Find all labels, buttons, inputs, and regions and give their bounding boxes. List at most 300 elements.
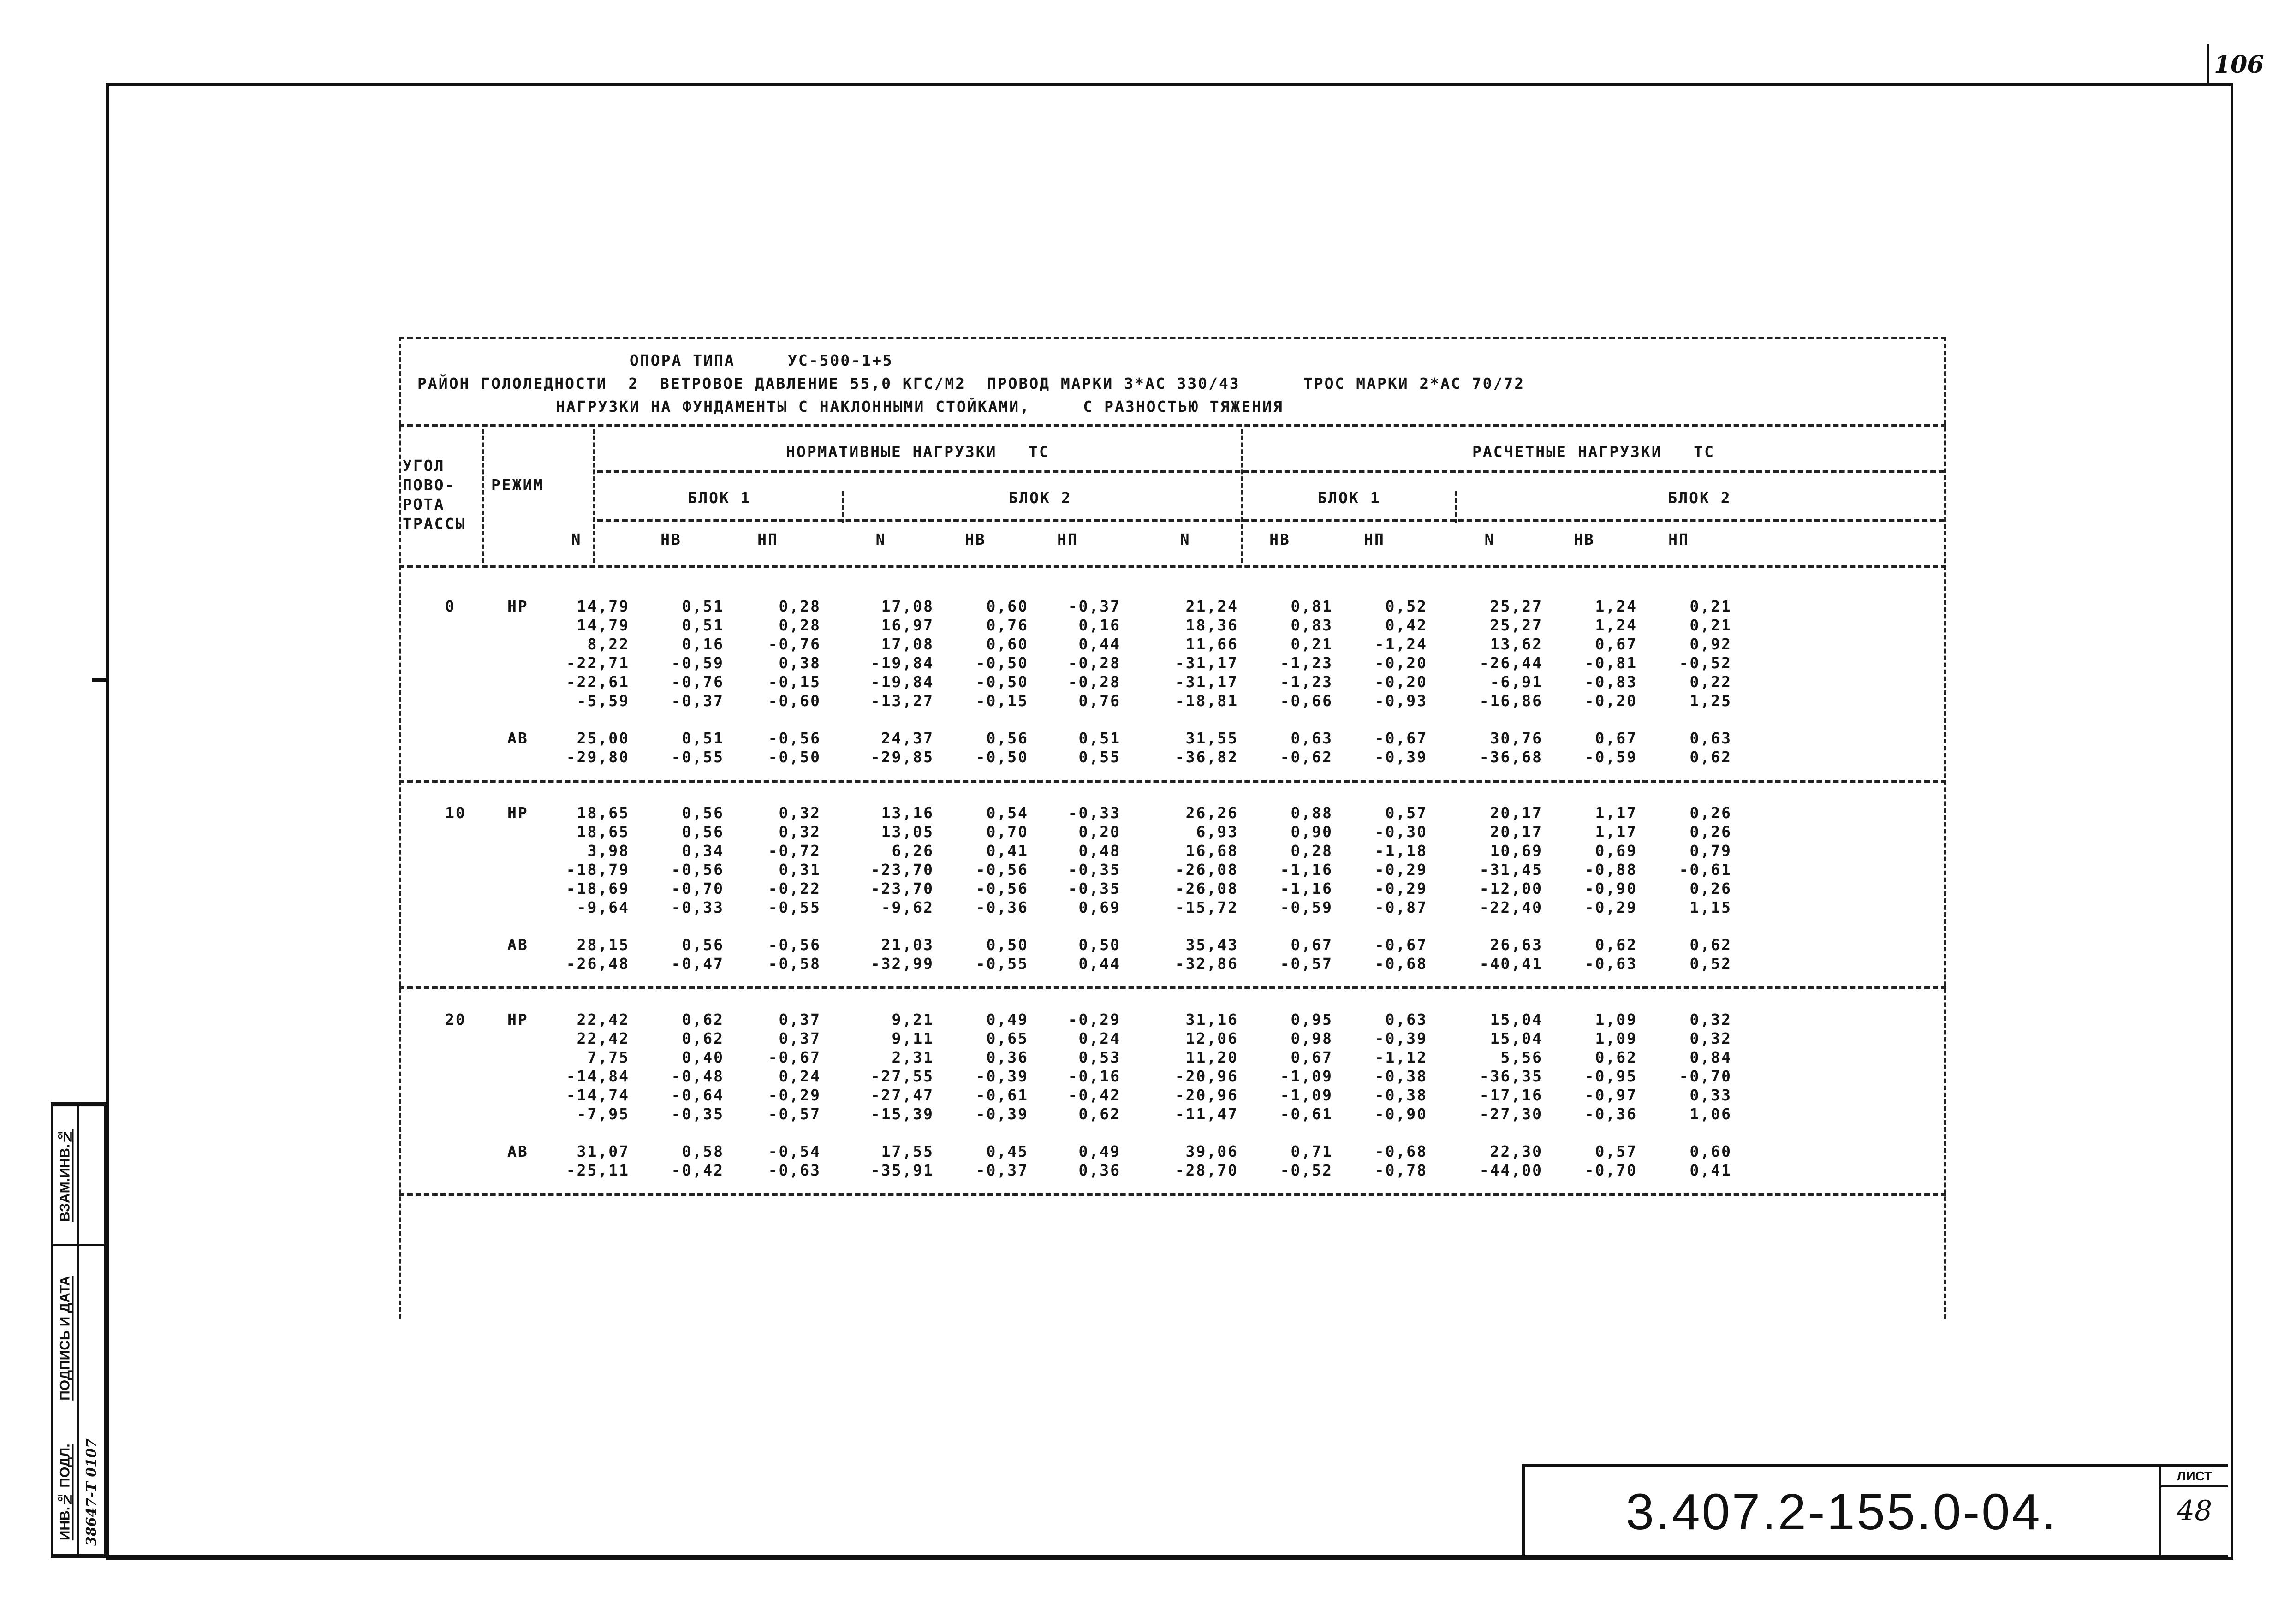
table-cell: -18,81 <box>1175 692 1238 710</box>
table-cell: 0,37 <box>779 1010 821 1028</box>
table-cell: 0,33 <box>1689 1086 1732 1104</box>
table-cell: -0,29 <box>768 1086 821 1104</box>
table-cell: -1,09 <box>1280 1067 1333 1085</box>
side-strip <box>51 1102 106 1557</box>
table-cell: 0,36 <box>1078 1161 1121 1179</box>
table-cell: -0,90 <box>1584 879 1637 897</box>
table-cell: 39,06 <box>1185 1142 1238 1160</box>
table-cell: 2,31 <box>892 1048 934 1066</box>
table-cell: -0,33 <box>1068 804 1121 822</box>
table-cell: 0,28 <box>1291 842 1333 860</box>
table-cell: 31,07 <box>577 1142 630 1160</box>
table-cell: 22,42 <box>577 1010 630 1028</box>
table-cell: 0,90 <box>1291 823 1333 841</box>
table-cell: -0,38 <box>1374 1086 1428 1104</box>
table-cell: 14,79 <box>577 597 630 615</box>
table-cell: -23,70 <box>870 879 934 897</box>
table-cell: 0,63 <box>1689 729 1732 747</box>
table-cell: -0,90 <box>1374 1105 1428 1123</box>
table-cell: -44,00 <box>1479 1161 1543 1179</box>
table-cell: 17,08 <box>881 597 934 615</box>
mode-value: НР <box>507 1010 529 1028</box>
table-cell: 0,28 <box>779 616 821 634</box>
table-cell: 13,16 <box>881 804 934 822</box>
table-cell: 22,30 <box>1490 1142 1543 1160</box>
table-cell: -27,30 <box>1479 1105 1543 1123</box>
table-cell: -0,88 <box>1584 861 1637 879</box>
table-cell: -22,71 <box>566 654 630 672</box>
table-cell: 0,76 <box>1078 692 1121 710</box>
table-cell: -0,60 <box>768 692 821 710</box>
side-value-inv-number: 38647-Т 0107 <box>83 1438 100 1546</box>
table-cell: -0,93 <box>1374 692 1428 710</box>
table-cell: -0,48 <box>671 1067 724 1085</box>
rule-left <box>399 337 401 1319</box>
table-cell: 0,81 <box>1291 597 1333 615</box>
table-cell: 25,27 <box>1490 597 1543 615</box>
table-cell: 6,93 <box>1196 823 1238 841</box>
table-cell: -0,47 <box>671 955 724 973</box>
table-cell: 0,57 <box>1385 804 1428 822</box>
table-cell: 0,62 <box>682 1010 724 1028</box>
table-cell: -17,16 <box>1479 1086 1543 1104</box>
sheet-box <box>2159 1464 2228 1557</box>
table-cell: -0,33 <box>671 898 724 916</box>
table-cell: -0,37 <box>1068 597 1121 615</box>
table-cell: -20,96 <box>1175 1086 1238 1104</box>
table-cell: 0,45 <box>986 1142 1029 1160</box>
table-cell: -0,61 <box>1679 861 1732 879</box>
table-cell: 0,49 <box>1078 1142 1121 1160</box>
table-cell: 0,24 <box>1078 1029 1121 1047</box>
table-cell: -31,45 <box>1479 861 1543 879</box>
table-cell: -0,50 <box>976 748 1029 766</box>
table-cell: -19,84 <box>870 673 934 691</box>
table-cell: 18,36 <box>1185 616 1238 634</box>
table-cell: 0,55 <box>1078 748 1121 766</box>
table-cell: -31,17 <box>1175 673 1238 691</box>
table-cell: -0,59 <box>1584 748 1637 766</box>
table-cell: 0,56 <box>682 804 724 822</box>
table-cell: -0,50 <box>976 673 1029 691</box>
angle-header-line: РОТА <box>403 495 445 513</box>
table-cell: -0,20 <box>1374 673 1428 691</box>
table-cell: -0,39 <box>976 1105 1029 1123</box>
table-cell: 0,32 <box>779 804 821 822</box>
table-cell: 0,60 <box>986 597 1029 615</box>
table-cell: -0,67 <box>768 1048 821 1066</box>
table-cell: -19,84 <box>870 654 934 672</box>
table-cell: 0,83 <box>1291 616 1333 634</box>
table-cell: 0,34 <box>682 842 724 860</box>
table-cell: 25,00 <box>577 729 630 747</box>
table-cell: -12,00 <box>1479 879 1543 897</box>
table-cell: 0,54 <box>986 804 1029 822</box>
side-strip-values-col <box>79 1105 104 1554</box>
table-cell: 0,62 <box>1689 936 1732 954</box>
table-cell: 0,62 <box>1595 936 1637 954</box>
norm-block1-header: БЛОК 1 <box>688 489 751 507</box>
table-cell: -0,37 <box>976 1161 1029 1179</box>
table-cell: 0,67 <box>1595 635 1637 653</box>
mode-value: НР <box>507 804 529 822</box>
column-header: НВ <box>1574 530 1595 548</box>
group-separator <box>399 780 1946 783</box>
table-cell: -0,95 <box>1584 1067 1637 1085</box>
table-cell: -36,35 <box>1479 1067 1543 1085</box>
column-header: НВ <box>965 530 986 548</box>
table-cell: -0,38 <box>1374 1067 1428 1085</box>
table-cell: 0,50 <box>1078 936 1121 954</box>
column-header: N <box>1484 530 1495 548</box>
table-cell: -0,63 <box>1584 955 1637 973</box>
table-cell: -0,87 <box>1374 898 1428 916</box>
table-cell: -0,78 <box>1374 1161 1428 1179</box>
table-cell: -0,70 <box>1679 1067 1732 1085</box>
table-cell: -0,68 <box>1374 1142 1428 1160</box>
table-cell: 0,56 <box>682 823 724 841</box>
table-cell: 22,42 <box>577 1029 630 1047</box>
mode-value: АВ <box>507 729 529 747</box>
table-cell: -0,59 <box>671 654 724 672</box>
table-cell: 1,17 <box>1595 804 1637 822</box>
table-cell: 13,62 <box>1490 635 1543 653</box>
design-header: РАСЧЕТНЫЕ НАГРУЗКИ ТС <box>1472 443 1715 461</box>
table-cell: 28,15 <box>577 936 630 954</box>
table-cell: 0,44 <box>1078 955 1121 973</box>
table-cell: -0,50 <box>768 748 821 766</box>
table-cell: 18,65 <box>577 823 630 841</box>
column-header: НП <box>757 530 779 548</box>
table-cell: 31,16 <box>1185 1010 1238 1028</box>
table-cell: -0,81 <box>1584 654 1637 672</box>
table-cell: 0,28 <box>779 597 821 615</box>
table-cell: -1,12 <box>1374 1048 1428 1066</box>
table-cell: 1,25 <box>1689 692 1732 710</box>
table-cell: -0,28 <box>1068 673 1121 691</box>
table-cell: -0,76 <box>768 635 821 653</box>
table-cell: -0,55 <box>671 748 724 766</box>
page-number: 106 <box>2214 51 2264 79</box>
table-cell: 0,51 <box>682 729 724 747</box>
table-cell: 5,56 <box>1500 1048 1543 1066</box>
table-cell: -0,36 <box>976 898 1029 916</box>
table-cell: -1,23 <box>1280 654 1333 672</box>
angle-value: 10 <box>445 804 466 822</box>
table-cell: 0,62 <box>1689 748 1732 766</box>
table-cell: 0,32 <box>1689 1010 1732 1028</box>
table-cell: 0,92 <box>1689 635 1732 653</box>
table-cell: 20,17 <box>1490 823 1543 841</box>
table-cell: 0,20 <box>1078 823 1121 841</box>
column-header: НП <box>1668 530 1689 548</box>
table-cell: -20,96 <box>1175 1067 1238 1085</box>
table-cell: 0,50 <box>986 936 1029 954</box>
table-cell: 1,09 <box>1595 1029 1637 1047</box>
table-cell: -25,11 <box>566 1161 630 1179</box>
column-header: НП <box>1364 530 1385 548</box>
table-cell: -0,68 <box>1374 955 1428 973</box>
table-cell: -1,16 <box>1280 861 1333 879</box>
table-cell: -0,56 <box>671 861 724 879</box>
table-cell: -14,74 <box>566 1086 630 1104</box>
table-cell: 0,16 <box>1078 616 1121 634</box>
sheet-number: 48 <box>2177 1495 2213 1527</box>
side-value-replaced-inv <box>79 1105 104 1244</box>
table-cell: 0,42 <box>1385 616 1428 634</box>
table-cell: -0,56 <box>768 936 821 954</box>
table-cell: 0,37 <box>779 1029 821 1047</box>
table-cell: 10,69 <box>1490 842 1543 860</box>
rule-header-sub2 <box>597 519 1944 522</box>
group-separator <box>399 986 1946 989</box>
angle-value: 20 <box>445 1010 466 1028</box>
table-cell: 0,69 <box>1078 898 1121 916</box>
table-cell: 16,97 <box>881 616 934 634</box>
table-cell: 30,76 <box>1490 729 1543 747</box>
table-cell: 0,51 <box>1078 729 1121 747</box>
table-cell: 0,69 <box>1595 842 1637 860</box>
table-cell: -36,68 <box>1479 748 1543 766</box>
table-cell: -0,76 <box>671 673 724 691</box>
table-cell: 1,09 <box>1595 1010 1637 1028</box>
column-header: N <box>1180 530 1191 548</box>
table-cell: 0,16 <box>682 635 724 653</box>
table-cell: -28,70 <box>1175 1161 1238 1179</box>
table-cell: -0,72 <box>768 842 821 860</box>
table-cell: 0,56 <box>986 729 1029 747</box>
table-cell: -0,70 <box>671 879 724 897</box>
table-cell: -0,15 <box>976 692 1029 710</box>
table-cell: 8,22 <box>587 635 630 653</box>
table-cell: -0,57 <box>768 1105 821 1123</box>
table-cell: 15,04 <box>1490 1010 1543 1028</box>
table-cell: -13,27 <box>870 692 934 710</box>
title-line-1: ОПОРА ТИПА УС-500-1+5 <box>630 351 893 369</box>
table-cell: -0,15 <box>768 673 821 691</box>
table-cell: 0,63 <box>1291 729 1333 747</box>
design-block2-header: БЛОК 2 <box>1668 489 1731 507</box>
mode-value: АВ <box>507 936 529 954</box>
page-number-tick <box>2207 44 2209 85</box>
table-cell: 0,38 <box>779 654 821 672</box>
table-cell: 9,21 <box>892 1010 934 1028</box>
table-cell: -0,56 <box>976 861 1029 879</box>
table-cell: -26,08 <box>1175 861 1238 879</box>
table-cell: 20,17 <box>1490 804 1543 822</box>
table-cell: 11,20 <box>1185 1048 1238 1066</box>
table-cell: 17,08 <box>881 635 934 653</box>
table-cell: 0,67 <box>1595 729 1637 747</box>
table-cell: -35,91 <box>870 1161 934 1179</box>
table-cell: 15,04 <box>1490 1029 1543 1047</box>
table-cell: 0,31 <box>779 861 821 879</box>
table-cell: 0,49 <box>986 1010 1029 1028</box>
table-cell: -1,16 <box>1280 879 1333 897</box>
table-cell: -0,55 <box>768 898 821 916</box>
sheet-label: ЛИСТ <box>2161 1467 2228 1487</box>
column-header: N <box>875 530 886 548</box>
table-cell: -22,40 <box>1479 898 1543 916</box>
table-cell: -40,41 <box>1479 955 1543 973</box>
table-cell: 0,32 <box>1689 1029 1732 1047</box>
table-cell: -0,22 <box>768 879 821 897</box>
table-cell: 0,51 <box>682 597 724 615</box>
table-cell: -0,39 <box>976 1067 1029 1085</box>
table-cell: -0,16 <box>1068 1067 1121 1085</box>
table-cell: -0,42 <box>671 1161 724 1179</box>
table-cell: -0,57 <box>1280 955 1333 973</box>
side-label-replaced-inv: ВЗАМ.ИНВ.№ <box>53 1105 77 1244</box>
column-header: НВ <box>660 530 682 548</box>
table-cell: 35,43 <box>1185 936 1238 954</box>
table-cell: 1,24 <box>1595 616 1637 634</box>
table-cell: -14,84 <box>566 1067 630 1085</box>
table-cell: -0,56 <box>976 879 1029 897</box>
table-cell: -0,20 <box>1374 654 1428 672</box>
table-cell: 0,52 <box>1689 955 1732 973</box>
table-cell: -1,24 <box>1374 635 1428 653</box>
table-cell: -22,61 <box>566 673 630 691</box>
table-cell: -26,08 <box>1175 879 1238 897</box>
table-cell: -27,47 <box>870 1086 934 1104</box>
table-cell: 14,79 <box>577 616 630 634</box>
table-cell: 6,26 <box>892 842 934 860</box>
table-cell: -18,69 <box>566 879 630 897</box>
table-cell: -0,35 <box>1068 879 1121 897</box>
table-cell: 0,70 <box>986 823 1029 841</box>
table-cell: -29,80 <box>566 748 630 766</box>
table-cell: 1,24 <box>1595 597 1637 615</box>
table-cell: 1,15 <box>1689 898 1732 916</box>
table-cell: 0,51 <box>682 616 724 634</box>
table-cell: 17,55 <box>881 1142 934 1160</box>
table-cell: -32,99 <box>870 955 934 973</box>
table-cell: -0,61 <box>976 1086 1029 1104</box>
table-cell: -18,79 <box>566 861 630 879</box>
table-cell: -0,52 <box>1679 654 1732 672</box>
table-cell: 0,65 <box>986 1029 1029 1047</box>
table-cell: -16,86 <box>1479 692 1543 710</box>
table-cell: 9,11 <box>892 1029 934 1047</box>
table-cell: 0,60 <box>986 635 1029 653</box>
table-cell: -0,97 <box>1584 1086 1637 1104</box>
table-cell: 0,48 <box>1078 842 1121 860</box>
table-cell: -0,67 <box>1374 936 1428 954</box>
table-cell: -0,70 <box>1584 1161 1637 1179</box>
table-cell: 0,21 <box>1689 597 1732 615</box>
table-cell: 0,41 <box>1689 1161 1732 1179</box>
column-header: НП <box>1057 530 1078 548</box>
side-strip-labels-col <box>53 1105 79 1554</box>
table-cell: -26,44 <box>1479 654 1543 672</box>
table-cell: 0,60 <box>1689 1142 1732 1160</box>
table-cell: -0,30 <box>1374 823 1428 841</box>
table-cell: 1,17 <box>1595 823 1637 841</box>
table-cell: -9,64 <box>577 898 630 916</box>
table-cell: -0,29 <box>1374 879 1428 897</box>
table-cell: -26,48 <box>566 955 630 973</box>
table-cell: -23,70 <box>870 861 934 879</box>
table-cell: -5,59 <box>577 692 630 710</box>
rule-header-top <box>399 424 1946 427</box>
table-cell: -0,28 <box>1068 654 1121 672</box>
table-cell: 0,67 <box>1291 1048 1333 1066</box>
table-cell: -0,37 <box>671 692 724 710</box>
printout-table <box>399 332 1946 1324</box>
table-cell: -36,82 <box>1175 748 1238 766</box>
design-block1-header: БЛОК 1 <box>1317 489 1381 507</box>
table-cell: 0,41 <box>986 842 1029 860</box>
rule-right <box>1944 337 1946 1319</box>
table-cell: -6,91 <box>1490 673 1543 691</box>
table-cell: 0,84 <box>1689 1048 1732 1066</box>
table-cell: 0,63 <box>1385 1010 1428 1028</box>
table-cell: -0,67 <box>1374 729 1428 747</box>
angle-header-line: ТРАССЫ <box>403 515 466 533</box>
table-cell: -27,55 <box>870 1067 934 1085</box>
table-cell: -0,39 <box>1374 1029 1428 1047</box>
table-cell: 0,24 <box>779 1067 821 1085</box>
table-cell: -31,17 <box>1175 654 1238 672</box>
table-cell: -0,20 <box>1584 692 1637 710</box>
table-cell: -0,29 <box>1584 898 1637 916</box>
table-cell: -0,83 <box>1584 673 1637 691</box>
table-cell: 24,37 <box>881 729 934 747</box>
mode-value: АВ <box>507 1142 529 1160</box>
table-cell: 7,75 <box>587 1048 630 1066</box>
table-cell: -0,52 <box>1280 1161 1333 1179</box>
column-header: НВ <box>1269 530 1291 548</box>
table-cell: -0,63 <box>768 1161 821 1179</box>
table-cell: 0,79 <box>1689 842 1732 860</box>
table-cell: 0,21 <box>1291 635 1333 653</box>
table-cell: 0,62 <box>682 1029 724 1047</box>
column-header: N <box>571 530 582 548</box>
table-cell: 0,58 <box>682 1142 724 1160</box>
side-label-inv-original: ИНВ.№ ПОДЛ. <box>57 1444 73 1541</box>
table-cell: 0,26 <box>1689 804 1732 822</box>
table-cell: -0,62 <box>1280 748 1333 766</box>
table-cell: 11,66 <box>1185 635 1238 653</box>
table-cell: -0,58 <box>768 955 821 973</box>
table-cell: -0,42 <box>1068 1086 1121 1104</box>
table-cell: 0,56 <box>682 936 724 954</box>
table-cell: 0,44 <box>1078 635 1121 653</box>
table-cell: 0,40 <box>682 1048 724 1066</box>
table-cell: 0,62 <box>1595 1048 1637 1066</box>
title-line-3: НАГРУЗКИ НА ФУНДАМЕНТЫ С НАКЛОННЫМИ СТОЙКАМИ, С РАЗНОСТЬЮ ТЯЖЕНИЯ <box>556 398 1284 416</box>
table-cell: -9,62 <box>881 898 934 916</box>
table-cell: -15,72 <box>1175 898 1238 916</box>
rule-header-bottom <box>399 565 1946 568</box>
table-cell: -0,61 <box>1280 1105 1333 1123</box>
header-sep-mode <box>482 429 484 563</box>
table-cell: -0,64 <box>671 1086 724 1104</box>
table-cell: -0,35 <box>671 1105 724 1123</box>
angle-value: 0 <box>445 597 456 615</box>
table-cell: -29,85 <box>870 748 934 766</box>
rule-top <box>399 337 1946 339</box>
table-cell: -1,23 <box>1280 673 1333 691</box>
angle-header-line: УГОЛ <box>403 457 445 475</box>
table-cell: 18,65 <box>577 804 630 822</box>
side-value-signature-date <box>79 1244 104 1430</box>
table-cell: -1,18 <box>1374 842 1428 860</box>
table-cell: -0,29 <box>1068 1010 1121 1028</box>
table-cell: 0,52 <box>1385 597 1428 615</box>
table-cell: -1,09 <box>1280 1086 1333 1104</box>
